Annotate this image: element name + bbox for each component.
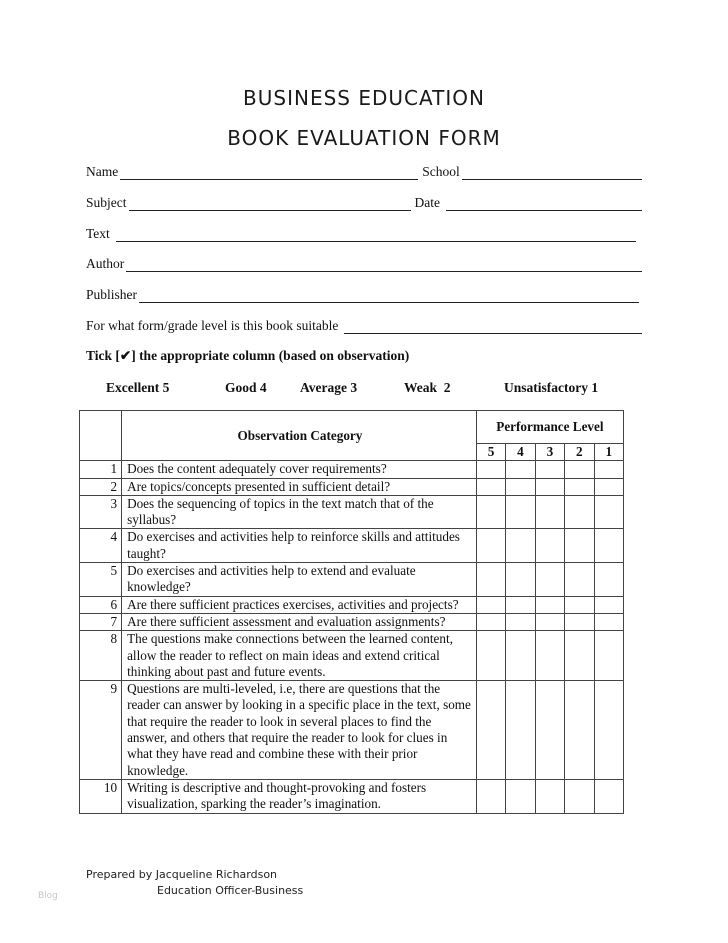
author-field[interactable] xyxy=(126,259,642,272)
table-row xyxy=(80,563,624,597)
watermark: Blog xyxy=(38,891,58,901)
score-cell-4[interactable] xyxy=(506,495,535,529)
score-cell-5[interactable] xyxy=(476,478,505,495)
row-number: 10 xyxy=(80,779,122,813)
observation-question: Do exercises and activities help to extend and evaluate knowledge? xyxy=(122,563,477,597)
score-cell-2[interactable] xyxy=(565,529,594,563)
text-field[interactable] xyxy=(116,229,636,242)
row-number: 3 xyxy=(80,495,122,529)
name-field[interactable] xyxy=(120,167,418,180)
row-number: 2 xyxy=(80,478,122,495)
table-row xyxy=(80,495,624,529)
table-row xyxy=(80,461,624,478)
score-cell-3[interactable] xyxy=(535,495,564,529)
score-cell-3[interactable] xyxy=(535,596,564,613)
observation-question: The questions make connections between the learned content, allow the reader to reflect on main ideas and extend critical thinking about past and future events. xyxy=(122,631,477,681)
date-label: Date xyxy=(414,195,440,210)
score-cell-4[interactable] xyxy=(506,461,535,478)
score-cell-2[interactable] xyxy=(565,478,594,495)
scale-excellent: Excellent 5 xyxy=(106,380,170,395)
score-cell-3[interactable] xyxy=(535,478,564,495)
publisher-label: Publisher xyxy=(86,287,138,302)
score-cell-5[interactable] xyxy=(476,613,505,630)
level-header-5: 5 xyxy=(476,444,505,461)
scale-good: Good 4 xyxy=(225,380,267,395)
publisher-field[interactable] xyxy=(139,290,639,303)
score-cell-3[interactable] xyxy=(535,779,564,813)
score-cell-5[interactable] xyxy=(476,596,505,613)
subject-label: Subject xyxy=(86,195,127,210)
tick-instruction: Tick [✔] the appropriate column (based on observation) xyxy=(86,348,410,363)
text-row xyxy=(86,226,636,242)
score-cell-5[interactable] xyxy=(476,631,505,681)
row-number: 9 xyxy=(80,681,122,780)
score-cell-2[interactable] xyxy=(565,631,594,681)
text-label: Text xyxy=(86,226,110,241)
table-row xyxy=(80,779,624,813)
table-row xyxy=(80,681,624,780)
score-cell-2[interactable] xyxy=(565,613,594,630)
scale-unsatisfactory: Unsatisfactory 1 xyxy=(504,380,599,395)
form-title-line-2: BOOK EVALUATION FORM xyxy=(227,126,501,150)
name-school-row xyxy=(86,164,642,180)
row-number: 1 xyxy=(80,461,122,478)
score-cell-4[interactable] xyxy=(506,529,535,563)
scale-average: Average 3 xyxy=(300,380,358,395)
score-cell-5[interactable] xyxy=(476,495,505,529)
score-cell-1[interactable] xyxy=(594,478,624,495)
level-header-2: 2 xyxy=(565,444,594,461)
scale-weak: Weak 2 xyxy=(404,380,451,395)
observation-question: Are topics/concepts presented in sufficient detail? xyxy=(122,478,477,495)
score-cell-1[interactable] xyxy=(594,681,624,780)
subject-date-row xyxy=(86,195,642,211)
score-cell-4[interactable] xyxy=(506,596,535,613)
school-label: School xyxy=(422,164,460,179)
score-cell-5[interactable] xyxy=(476,529,505,563)
publisher-row xyxy=(86,287,639,303)
score-cell-2[interactable] xyxy=(565,495,594,529)
row-number: 4 xyxy=(80,529,122,563)
score-cell-1[interactable] xyxy=(594,461,624,478)
table-row xyxy=(80,596,624,613)
table-row xyxy=(80,613,624,630)
date-field[interactable] xyxy=(446,198,642,211)
score-cell-4[interactable] xyxy=(506,563,535,597)
observation-question: Are there sufficient practices exercises, activities and projects? xyxy=(122,596,477,613)
score-cell-2[interactable] xyxy=(565,681,594,780)
observation-category-header: Observation Category xyxy=(122,411,477,461)
score-cell-3[interactable] xyxy=(535,631,564,681)
grade-label: For what form/grade level is this book suitable xyxy=(86,318,339,333)
table-row xyxy=(80,478,624,495)
number-header xyxy=(80,411,122,461)
score-cell-1[interactable] xyxy=(594,631,624,681)
score-cell-4[interactable] xyxy=(506,478,535,495)
level-header-3: 3 xyxy=(535,444,564,461)
score-cell-1[interactable] xyxy=(594,596,624,613)
table-header-row xyxy=(80,411,624,444)
author-label: Author xyxy=(86,256,125,271)
table-row xyxy=(80,529,624,563)
score-cell-1[interactable] xyxy=(594,495,624,529)
level-header-1: 1 xyxy=(594,444,624,461)
name-label: Name xyxy=(86,164,119,179)
row-number: 5 xyxy=(80,563,122,597)
author-row xyxy=(86,256,642,272)
score-cell-2[interactable] xyxy=(565,779,594,813)
score-cell-5[interactable] xyxy=(476,563,505,597)
score-cell-4[interactable] xyxy=(506,681,535,780)
observation-question: Are there sufficient assessment and evaluation assignments? xyxy=(122,613,477,630)
grade-field[interactable] xyxy=(344,321,642,334)
score-cell-1[interactable] xyxy=(594,779,624,813)
score-cell-5[interactable] xyxy=(476,681,505,780)
score-cell-1[interactable] xyxy=(594,613,624,630)
school-field[interactable] xyxy=(462,167,642,180)
score-cell-1[interactable] xyxy=(594,529,624,563)
subject-field[interactable] xyxy=(129,198,411,211)
score-cell-5[interactable] xyxy=(476,461,505,478)
observation-question: Writing is descriptive and thought-provoking and fosters visualization, sparking the reader’s imagination. xyxy=(122,779,477,813)
observation-question: Does the content adequately cover requirements? xyxy=(122,461,477,478)
score-cell-2[interactable] xyxy=(565,461,594,478)
prepared-by: Prepared by Jacqueline Richardson xyxy=(86,868,278,881)
score-cell-3[interactable] xyxy=(535,681,564,780)
table-row xyxy=(80,631,624,681)
grade-row xyxy=(86,318,642,334)
row-number: 8 xyxy=(80,631,122,681)
form-title-line-1: BUSINESS EDUCATION xyxy=(243,86,485,110)
evaluation-table xyxy=(79,410,624,814)
row-number: 7 xyxy=(80,613,122,630)
score-cell-4[interactable] xyxy=(506,613,535,630)
preparer-role: Education Officer-Business xyxy=(157,884,304,897)
score-cell-4[interactable] xyxy=(506,779,535,813)
level-header-4: 4 xyxy=(506,444,535,461)
observation-question: Questions are multi-leveled, i.e, there are questions that the reader can answer by looking in a specific place in the text, some that require the reader to look in several places to find the answer, and others that require the reader to look for clues in what they have read and combine these with their prior knowledge. xyxy=(122,681,477,780)
score-cell-3[interactable] xyxy=(535,563,564,597)
score-cell-3[interactable] xyxy=(535,461,564,478)
score-cell-3[interactable] xyxy=(535,529,564,563)
performance-level-header: Performance Level xyxy=(476,411,623,444)
score-cell-1[interactable] xyxy=(594,563,624,597)
score-cell-5[interactable] xyxy=(476,779,505,813)
score-cell-4[interactable] xyxy=(506,631,535,681)
score-cell-2[interactable] xyxy=(565,563,594,597)
observation-question: Does the sequencing of topics in the text match that of the syllabus? xyxy=(122,495,477,529)
score-cell-2[interactable] xyxy=(565,596,594,613)
score-cell-3[interactable] xyxy=(535,613,564,630)
observation-question: Do exercises and activities help to reinforce skills and attitudes taught? xyxy=(122,529,477,563)
row-number: 6 xyxy=(80,596,122,613)
